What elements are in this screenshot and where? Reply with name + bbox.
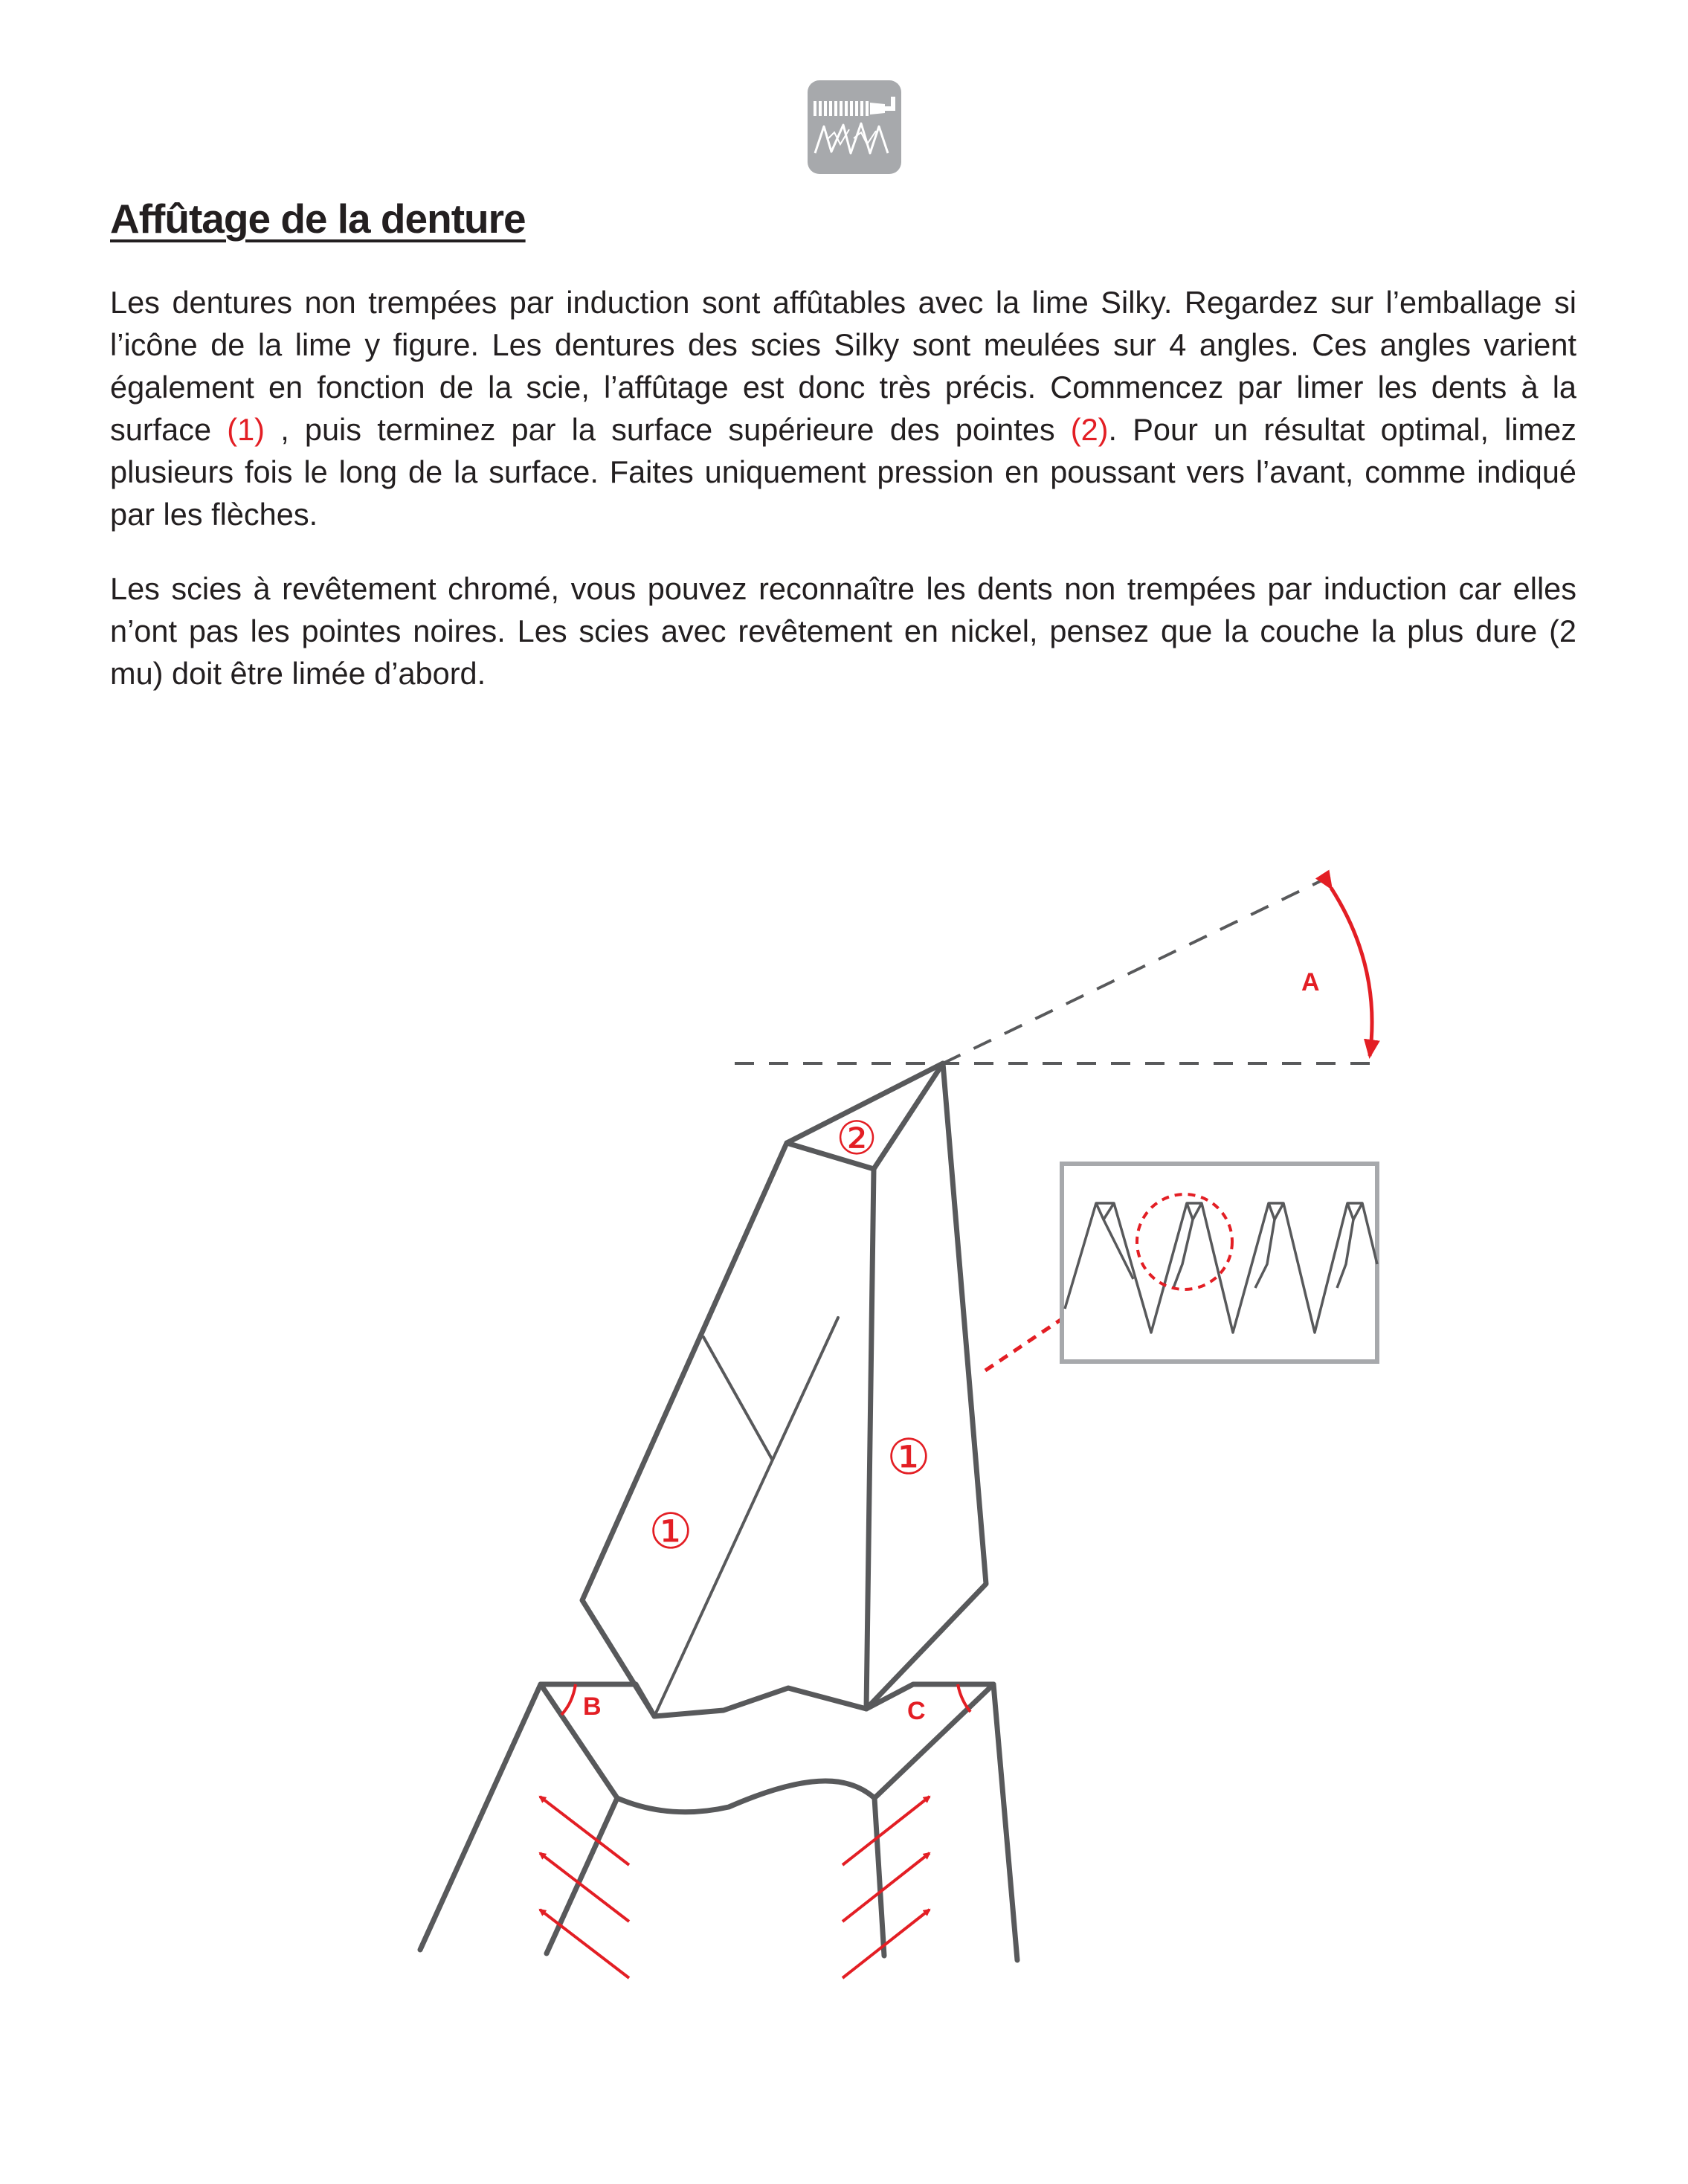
angle-b-label: B: [583, 1692, 602, 1721]
angle-a-arc: [1331, 888, 1372, 1056]
angle-c-label: C: [907, 1697, 926, 1725]
angle-c-arc: [958, 1684, 970, 1712]
tooth-outline: [582, 1063, 986, 1716]
left-gullet: [420, 1684, 654, 1950]
surface-1-label-left: ①: [648, 1503, 693, 1560]
paragraph-text-3: . Pour un résultat optimal, limez plusieurs fois le long de la surface. Faites uniquement pression en poussant vers l’avant, comme indiqué par les flèches.: [110, 412, 1576, 532]
angle-b-arc: [561, 1684, 576, 1715]
saw-teeth-inset: [1062, 1164, 1377, 1362]
surface-2-reference: (2): [1070, 412, 1109, 447]
surface-2-label: ②: [836, 1111, 877, 1165]
push-direction-arrows: [540, 1797, 930, 1978]
angle-a-label: A: [1301, 968, 1320, 996]
tip-angle-line: [943, 876, 1331, 1063]
surface-1-label-right: ①: [886, 1428, 931, 1486]
page-title: Affûtage de la denture: [110, 196, 526, 242]
coating-paragraph: Les scies à revêtement chromé, vous pouvez reconnaître les dents non trempées par induction car elles n’ont pas les pointes noires. Les scies avec revêtement en nickel, pensez que la couche la plus dure (2 mu) doit être limée d’abord.: [110, 571, 1576, 691]
surface-1-reference: (1): [227, 412, 265, 447]
right-gullet: [866, 1684, 1017, 1960]
paragraph-text-2: , puis terminez par la surface supérieure des pointes: [265, 412, 1071, 447]
paragraph-text-1: Les dentures non trempées par induction sont affûtables avec la lime Silky. Regardez sur l’emballage si l’icône de la lime y figure. Les dentures des scies Silky sont meulées sur 4 angles. Ces angles varient également en fonction de la scie, l’affûtage est donc très précis. Commencez par limer les dents à la surface: [110, 285, 1576, 447]
